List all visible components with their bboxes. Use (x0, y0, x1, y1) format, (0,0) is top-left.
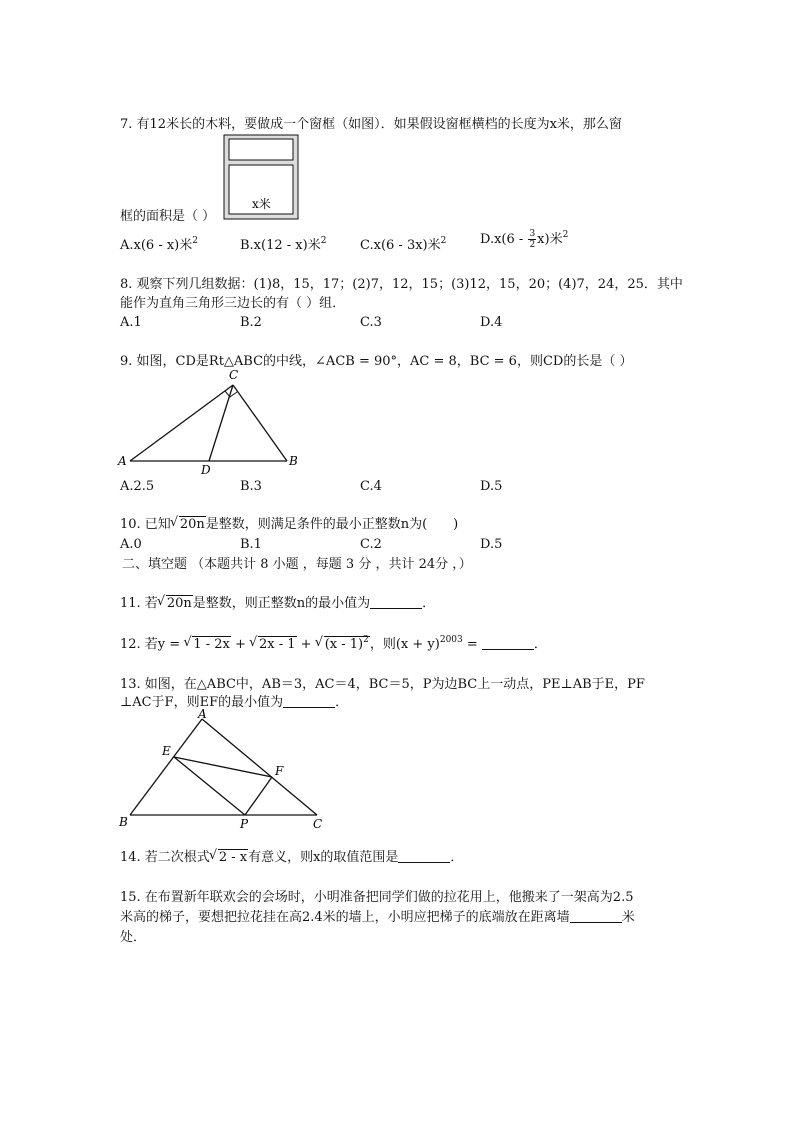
q10-stem-pre: 10. 已知 (120, 517, 171, 532)
q9-stem: 9. 如图，CD是Rt△ABC的中线，∠ACB = 90°，AC = 8，BC = 6，则CD的长是（ ） (120, 354, 633, 369)
q12-radical-1 (184, 636, 231, 654)
q12-stem-pre: 12. 若y = (120, 637, 185, 652)
right-triangle-figure (115, 365, 315, 477)
q11-stem-pre: 11. 若 (120, 596, 158, 611)
q7-option-b-exp: 2 (320, 236, 327, 246)
q15-answer-blank[interactable] (570, 910, 622, 923)
q10-option-d[interactable]: D.5 (480, 537, 503, 552)
window-frame-label: x米 (252, 197, 271, 211)
q10-radical (171, 516, 206, 534)
q14-stem-end: ． (450, 850, 464, 865)
q12-radical-2 (250, 636, 297, 654)
q9-label-b: B (289, 454, 298, 468)
q11-stem-end: ． (422, 596, 436, 611)
q7-option-d-exp: 2 (562, 230, 569, 240)
q12-answer-blank[interactable] (482, 637, 534, 650)
q14-stem-pre: 14. 若二次根式 (120, 850, 210, 865)
q13-stem-line2-pre: ⊥AC于F，则EF的最小值为 (120, 695, 284, 710)
q11-radical (158, 595, 193, 613)
q7-stem-line2: 框的面积是（ ） (120, 209, 216, 224)
q15-stem-line1: 15. 在布置新年联欢会的会场时，小明准备把同学们做的拉花用上，他搬来了一架高为2.5 (120, 890, 634, 905)
q15-stem-line2-post: 米 (621, 910, 635, 925)
q15-stem-line2 (120, 909, 635, 927)
q13-label-f: F (275, 764, 284, 778)
q12-stem-mid: ，则(x + y) (369, 637, 440, 652)
q14-stem (120, 849, 463, 867)
q11-stem (120, 595, 435, 613)
q15-stem-line3: 处． (120, 930, 147, 945)
q7-option-c[interactable] (360, 234, 446, 253)
q12-radicand-1: 1 - 2x (193, 637, 230, 652)
q10-radicand: 20n (179, 517, 205, 532)
q14-answer-blank[interactable] (398, 850, 450, 863)
q11-radicand: 20n (166, 596, 192, 611)
q9-label-d: D (201, 463, 211, 477)
q7-option-c-exp: 2 (440, 236, 447, 246)
q15-stem-line2-pre: 米高的梯子，要想把拉花挂在高2.4米的墙上，小明应把梯子的底端放在距离墙 (120, 910, 570, 925)
q8-option-d[interactable]: D.4 (480, 315, 503, 330)
fraction-denominator: 2 (529, 240, 536, 250)
q7-option-d[interactable] (480, 228, 568, 250)
q7-option-d-post: x)米 (537, 232, 563, 247)
q14-radicand: 2 - x (218, 850, 248, 865)
q8-option-b[interactable]: B.2 (240, 315, 262, 330)
q9-label-c: C (229, 368, 239, 382)
q9-label-a: A (118, 454, 127, 468)
q12-radical-3 (316, 636, 370, 654)
q7-option-a-exp: 2 (192, 236, 198, 246)
q10-option-b[interactable]: B.1 (240, 537, 262, 552)
q11-answer-blank[interactable] (370, 596, 422, 609)
q13-stem-line1: 13. 如图，在△ABC中，AB＝3，AC＝4，BC＝5，P为边BC上一动点，PE⊥AB于E，PF (120, 677, 645, 692)
q7-option-d-pre: D.x(6 - (480, 232, 528, 247)
triangle-abc-figure (115, 708, 330, 833)
q8-option-a[interactable]: A.1 (120, 315, 142, 330)
q12-radicand-2: 2x - 1 (259, 637, 296, 652)
window-frame-figure (223, 134, 299, 220)
q7-option-b-text: B.x(12 - x)米 (240, 238, 321, 253)
q7-stem-line1: 7. 有12米长的木料，要做成一个窗框（如图）．如果假设窗框横档的长度为x米，那么窗 (120, 117, 622, 132)
q12-exp-2003: 2003 (439, 635, 463, 645)
q13-label-e: E (162, 744, 171, 758)
q14-radical (210, 849, 248, 867)
q12-radicand-3: (x - 1) (324, 637, 364, 652)
q12-equals: = (462, 637, 482, 652)
q9-option-c[interactable]: C.4 (360, 479, 382, 494)
q7-option-b[interactable] (240, 234, 326, 253)
q13-stem-line2-end: ． (335, 695, 349, 710)
q10-option-c[interactable]: C.2 (360, 537, 382, 552)
fraction-numerator: 3 (529, 229, 536, 239)
q13-answer-blank[interactable] (283, 695, 335, 708)
q8-option-c[interactable]: C.3 (360, 315, 382, 330)
q12-plus-2: + (296, 637, 316, 652)
q12-stem-end: ． (533, 637, 547, 652)
q12-plus-1: + (230, 637, 251, 652)
q14-stem-post: 有意义，则x的取值范围是 (248, 850, 399, 865)
q9-option-d[interactable]: D.5 (480, 479, 503, 494)
q13-label-b: B (119, 815, 128, 829)
q10-option-a[interactable]: A.0 (120, 537, 142, 552)
q11-stem-post: 是整数，则正整数n的最小值为 (192, 596, 371, 611)
q7-option-a-text: A.x(6 - x)米 (120, 238, 193, 253)
q12-stem (120, 636, 547, 654)
q9-option-a[interactable]: A.2.5 (120, 479, 155, 494)
q9-option-b[interactable]: B.3 (240, 479, 262, 494)
q8-stem-line1: 8. 观察下列几组数据：(1)8，15，17；(2)7，12，15；(3)12，15，20；(4)7，24，25．其中 (120, 277, 683, 292)
q13-label-c: C (313, 817, 323, 831)
q7-option-d-fraction (528, 229, 536, 250)
q10-stem (120, 516, 458, 534)
section-2-heading: 二、填空题 （本题共计 8 小题 ，每题 3 分 ，共计 24分 ，） (122, 557, 472, 572)
q12-radicand-3-exp: 2 (363, 635, 369, 645)
q13-label-p: P (240, 817, 249, 831)
q7-option-a[interactable] (120, 234, 198, 253)
q8-stem-line2: 能作为直角三角形三边长的有（ ）组． (120, 296, 346, 311)
q10-stem-post: 是整数，则满足条件的最小正整数n为( ) (205, 517, 459, 532)
q13-label-a: A (198, 708, 207, 721)
q7-option-c-text: C.x(6 - 3x)米 (360, 238, 441, 253)
